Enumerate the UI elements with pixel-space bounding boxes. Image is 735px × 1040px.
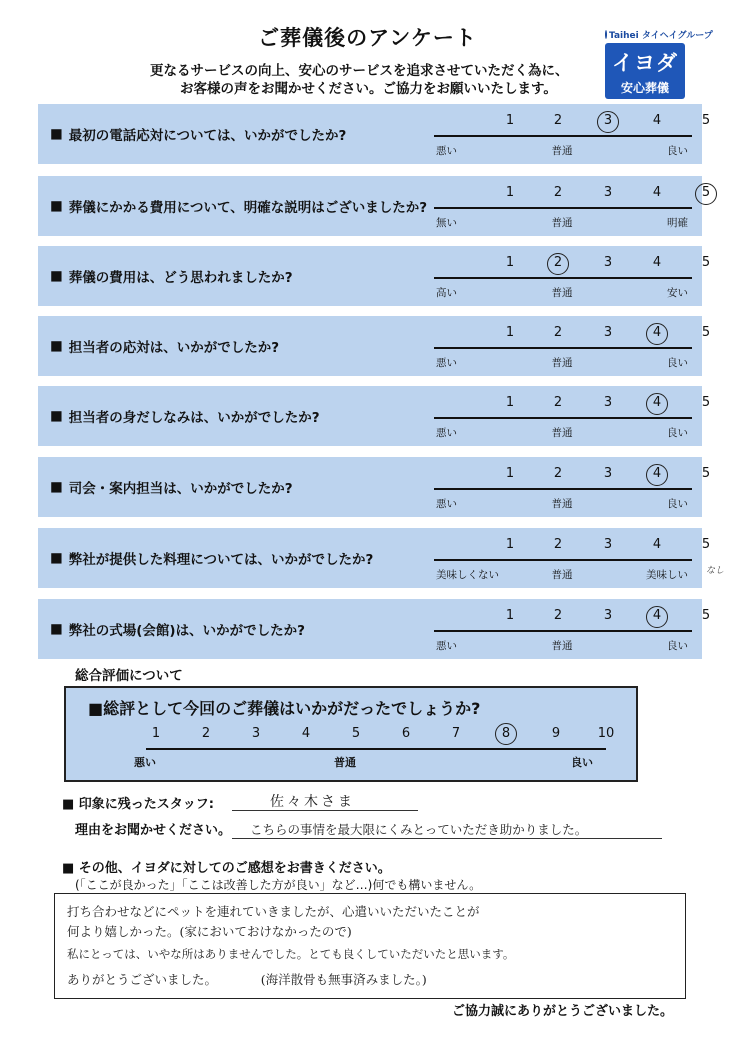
overall-heading: 総合評価について <box>75 668 183 684</box>
scale-label-high: 良い <box>667 357 688 369</box>
rating-option[interactable]: 5 <box>701 113 711 128</box>
rating-option[interactable]: 5 <box>701 325 711 340</box>
scale-line <box>146 748 606 750</box>
question-label: 担当者の応対は、いかがでしたか? <box>68 340 280 356</box>
reason-value[interactable]: こちらの事情を最大限にくみとっていただき助かりました。 <box>250 822 588 837</box>
rating-option[interactable]: 1 <box>505 113 515 128</box>
logo-brand <box>605 28 713 41</box>
overall-rating-option[interactable]: 8 <box>501 726 511 741</box>
staff-underline <box>232 810 418 811</box>
scale-label-high: 安い <box>667 287 688 299</box>
logo-brand-text: Taihei タイヘイグループ <box>609 31 713 41</box>
bullet-square-icon: ■ <box>50 479 63 495</box>
selected-circle-mark <box>695 183 717 205</box>
bullet-square-icon: ■ <box>50 126 63 142</box>
comment-line: 私にとっては、いやな所はありませんでした。とても良くしていただいたと思います。 <box>67 947 515 961</box>
rating-scale <box>430 599 711 659</box>
bullet-square-icon: ■ <box>50 621 63 637</box>
selected-circle-mark <box>495 723 517 745</box>
question-text <box>50 457 293 517</box>
selected-circle-mark <box>547 253 569 275</box>
scale-label-mid: 普通 <box>551 287 573 299</box>
rating-option[interactable]: 5 <box>701 537 711 552</box>
comment-line: 打ち合わせなどにペットを連れていきましたが、心遣いいただいたことが <box>67 904 480 919</box>
bullet-square-icon: ■ <box>50 268 63 284</box>
question-text <box>50 528 373 588</box>
question-row <box>38 457 711 517</box>
overall-scale <box>134 726 626 776</box>
scale-label-low: 悪い <box>436 357 457 369</box>
comments-hint: (「ここが良かった」「ここは改善した方が良い」など…)何でも構いません。 <box>75 878 482 892</box>
question-label: 弊社が提供した料理については、いかがでしたか? <box>68 552 374 568</box>
rating-scale <box>430 457 711 517</box>
question-text <box>50 316 279 376</box>
reason-label: 理由をお聞かせください。 <box>75 823 232 838</box>
rating-option[interactable]: 2 <box>553 325 563 340</box>
overall-rating-option[interactable]: 5 <box>351 726 361 741</box>
rating-option[interactable]: 2 <box>553 255 563 270</box>
rating-option[interactable]: 4 <box>652 466 662 481</box>
rating-option[interactable]: 1 <box>505 608 515 623</box>
logo-box <box>605 43 685 99</box>
rating-option[interactable]: 1 <box>505 466 515 481</box>
comments-box[interactable] <box>54 893 686 999</box>
rating-option[interactable]: 4 <box>652 185 662 200</box>
rating-option[interactable]: 1 <box>505 395 515 410</box>
scale-label-mid: 普通 <box>551 640 573 652</box>
rating-scale <box>430 386 711 446</box>
scale-label-low: 無い <box>436 217 457 229</box>
rating-option[interactable]: 3 <box>603 185 613 200</box>
rating-scale <box>430 246 711 306</box>
scale-label-mid: 普通 <box>551 498 573 510</box>
scale-line <box>434 135 692 137</box>
question-row <box>38 104 711 164</box>
question-label: 最初の電話応対については、いかがでしたか? <box>68 128 347 144</box>
scale-label-mid: 普通 <box>551 569 573 581</box>
question-label: 司会・案内担当は、いかがでしたか? <box>68 481 293 497</box>
overall-rating-option[interactable]: 7 <box>451 726 461 741</box>
scale-label-low: 悪い <box>436 427 457 439</box>
rating-option[interactable]: 4 <box>652 537 662 552</box>
logo-sub: 安心葬儀 <box>620 80 669 95</box>
question-text <box>50 176 427 236</box>
rating-option[interactable]: 2 <box>553 537 563 552</box>
overall-rating-box <box>64 686 638 782</box>
bullet-square-icon: ■ <box>50 550 63 566</box>
question-label: 葬儀にかかる費用について、明確な説明はございましたか? <box>68 200 428 216</box>
overall-rating-option[interactable]: 9 <box>551 726 561 741</box>
scale-label-low: 悪い <box>436 145 457 157</box>
rating-option[interactable]: 4 <box>652 608 662 623</box>
scale-label-high: 良い <box>667 427 688 439</box>
scale-label-mid: 普通 <box>551 427 573 439</box>
rating-option[interactable]: 2 <box>553 113 563 128</box>
rating-option[interactable]: 1 <box>505 325 515 340</box>
question-text <box>50 599 305 659</box>
scale-label-high: 良い <box>571 756 593 769</box>
question-row <box>38 386 711 446</box>
rating-scale <box>430 528 711 588</box>
scale-label-high: 良い <box>667 145 688 157</box>
bullet-square-icon: ■ <box>50 198 63 214</box>
logo-mark-icon <box>605 30 607 39</box>
rating-option[interactable]: 3 <box>603 255 613 270</box>
comment-line: 何より嬉しかった。(家においておけなかったので) <box>67 924 352 939</box>
rating-option[interactable]: 1 <box>505 255 515 270</box>
selected-circle-mark <box>646 606 668 628</box>
company-logo <box>605 28 713 99</box>
rating-option[interactable]: 5 <box>701 185 711 200</box>
rating-option[interactable]: 2 <box>553 466 563 481</box>
page-title: ご葬儀後のアンケート <box>258 26 477 50</box>
question-label: 葬儀の費用は、どう思われましたか? <box>68 270 293 286</box>
question-row <box>38 528 711 588</box>
rating-option[interactable]: 5 <box>701 255 711 270</box>
scale-line <box>434 417 692 419</box>
scale-label-low: 高い <box>436 287 457 299</box>
scale-line <box>434 488 692 490</box>
scale-line <box>434 277 692 279</box>
question-row <box>38 246 711 306</box>
overall-rating-option[interactable]: 10 <box>597 726 615 741</box>
overall-rating-option[interactable]: 6 <box>401 726 411 741</box>
staff-value[interactable]: 佐々木さま <box>270 794 355 810</box>
intro-line: お客様の声をお聞かせください。ご協力をお願いいたします。 <box>180 81 557 97</box>
scale-label-mid: 普通 <box>551 357 573 369</box>
rating-option[interactable]: 1 <box>505 537 515 552</box>
overall-rating-option[interactable]: 3 <box>251 726 261 741</box>
overall-rating-option[interactable]: 2 <box>201 726 211 741</box>
rating-option[interactable]: 2 <box>553 608 563 623</box>
scale-label-high: 良い <box>667 498 688 510</box>
staff-label: ■ 印象に残ったスタッフ: <box>62 797 215 812</box>
overall-rating-option[interactable]: 4 <box>301 726 311 741</box>
selected-circle-mark <box>646 393 668 415</box>
scale-line <box>434 347 692 349</box>
question-row <box>38 176 711 236</box>
rating-option[interactable]: 4 <box>652 325 662 340</box>
rating-option[interactable]: 2 <box>553 185 563 200</box>
question-text <box>50 386 320 446</box>
scale-line <box>434 207 692 209</box>
rating-option[interactable]: 4 <box>652 113 662 128</box>
selected-circle-mark <box>597 111 619 133</box>
question-label: 弊社の式場(会館)は、いかがでしたか? <box>68 623 305 639</box>
selected-circle-mark <box>646 323 668 345</box>
rating-option[interactable]: 5 <box>701 466 711 481</box>
reason-underline <box>232 838 662 839</box>
rating-option[interactable]: 3 <box>603 466 613 481</box>
intro-line: 更なるサービスの向上、安心のサービスを追求させていただく為に、 <box>150 63 569 79</box>
bullet-square-icon: ■ <box>50 338 63 354</box>
rating-scale <box>430 104 711 164</box>
question-text <box>50 104 346 164</box>
rating-option[interactable]: 4 <box>652 395 662 410</box>
bullet-square-icon: ■ <box>50 408 63 424</box>
scale-label-high: 美味しい <box>646 569 688 581</box>
scale-label-low: 悪い <box>436 498 457 510</box>
thanks-text: ご協力誠にありがとうございました。 <box>452 1004 674 1019</box>
scale-label-mid: 普通 <box>551 145 573 157</box>
scale-label-mid: 普通 <box>334 756 356 769</box>
scale-label-low: 美味しくない <box>436 569 499 581</box>
question-row <box>38 316 711 376</box>
question-text <box>50 246 293 306</box>
rating-option[interactable]: 2 <box>553 395 563 410</box>
rating-option[interactable]: 3 <box>603 608 613 623</box>
comment-line: ありがとうございました。 (海洋散骨も無事済みました。) <box>67 972 427 987</box>
scale-label-high: 明確 <box>667 217 688 229</box>
comments-label: ■ その他、イヨダに対してのご感想をお書きください。 <box>62 861 391 876</box>
scale-label-low: 悪い <box>436 640 457 652</box>
rating-option[interactable]: 5 <box>701 395 711 410</box>
scale-label-low: 悪い <box>134 756 156 769</box>
rating-option[interactable]: 3 <box>603 113 613 128</box>
rating-option[interactable]: 3 <box>603 537 613 552</box>
rating-option[interactable]: 5 <box>701 608 711 623</box>
rating-scale <box>430 316 711 376</box>
overall-rating-option[interactable]: 1 <box>151 726 161 741</box>
logo-name: イヨダ <box>612 50 678 75</box>
selected-circle-mark <box>646 464 668 486</box>
intro-text <box>150 62 569 98</box>
overall-question: ■総評として今回のご葬儀はいかがだったでしょうか? <box>88 699 481 718</box>
scale-label-high: 良い <box>667 640 688 652</box>
rating-option[interactable]: 3 <box>603 395 613 410</box>
question-row <box>38 599 711 659</box>
question-label: 担当者の身だしなみは、いかがでしたか? <box>68 410 320 426</box>
rating-option[interactable]: 4 <box>652 255 662 270</box>
rating-option[interactable]: 3 <box>603 325 613 340</box>
scale-line <box>434 559 692 561</box>
rating-option[interactable]: 1 <box>505 185 515 200</box>
handwritten-side-note: なし <box>706 566 725 576</box>
rating-scale <box>430 176 711 236</box>
scale-line <box>434 630 692 632</box>
scale-label-mid: 普通 <box>551 217 573 229</box>
